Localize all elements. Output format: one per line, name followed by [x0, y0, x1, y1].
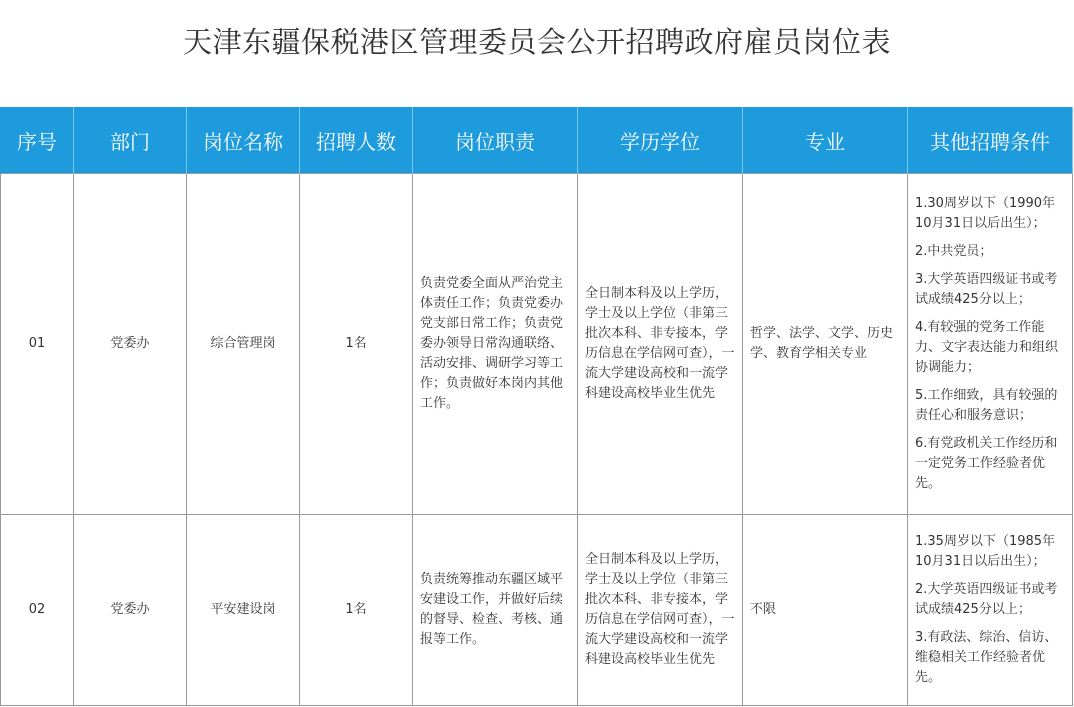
cell-department: 党委办	[74, 174, 187, 515]
condition-item: 6.有党政机关工作经历和一定党务工作经验者优先。	[915, 436, 1058, 491]
header-position-name: 岗位名称	[187, 107, 300, 174]
condition-item: 2.大学英语四级证书或考试成绩425分以上；	[915, 582, 1058, 617]
header-major: 专业	[743, 107, 908, 174]
condition-item: 4.有较强的党务工作能力、文字表达能力和组织协调能力；	[915, 320, 1059, 375]
conditions-list	[915, 194, 1065, 494]
header-department: 部门	[74, 107, 187, 174]
table-header-row	[1, 107, 1073, 174]
cell-position-name: 平安建设岗	[187, 515, 300, 706]
cell-other-conditions	[908, 174, 1073, 515]
cell-major: 不限	[743, 515, 908, 706]
header-other-conditions: 其他招聘条件	[908, 107, 1073, 174]
cell-major: 哲学、法学、文学、历史学、教育学相关专业	[743, 174, 908, 515]
header-education: 学历学位	[578, 107, 743, 174]
cell-headcount: 1名	[300, 174, 413, 515]
header-duties: 岗位职责	[413, 107, 578, 174]
cell-education: 全日制本科及以上学历，学士及以上学位（非第三批次本科、非专接本，学历信息在学信网可查），一流大学建设高校和一流学科建设高校毕业生优先	[578, 174, 743, 515]
recruitment-table	[0, 107, 1073, 706]
condition-item: 3.大学英语四级证书或考试成绩425分以上；	[915, 272, 1058, 307]
condition-item: 2.中共党员；	[915, 244, 993, 259]
table-row	[1, 515, 1073, 706]
cell-position-name: 综合管理岗	[187, 174, 300, 515]
cell-duties: 负责党委全面从严治党主体责任工作；负责党委办党支部日常工作；负责党委办领导日常沟通联络、活动安排、调研学习等工作；负责做好本岗内其他工作。	[413, 174, 578, 515]
condition-item: 5.工作细致，具有较强的责任心和服务意识；	[915, 388, 1058, 423]
cell-department: 党委办	[74, 515, 187, 706]
page-title: 天津东疆保税港区管理委员会公开招聘政府雇员岗位表	[182, 25, 891, 59]
header-serial: 序号	[1, 107, 74, 174]
condition-item: 1.30周岁以下（1990年10月31日以后出生）；	[915, 196, 1056, 231]
cell-education: 全日制本科及以上学历，学士及以上学位（非第三批次本科、非专接本，学历信息在学信网可查），一流大学建设高校和一流学科建设高校毕业生优先	[578, 515, 743, 706]
cell-serial: 01	[1, 174, 74, 515]
cell-other-conditions	[908, 515, 1073, 706]
cell-duties: 负责统筹推动东疆区域平安建设工作，并做好后续的督导、检查、考核、通报等工作。	[413, 515, 578, 706]
cell-serial: 02	[1, 515, 74, 706]
conditions-list	[915, 532, 1065, 688]
header-headcount: 招聘人数	[300, 107, 413, 174]
cell-headcount: 1名	[300, 515, 413, 706]
condition-item: 3.有政法、综治、信访、维稳相关工作经验者优先。	[915, 630, 1058, 685]
condition-item: 1.35周岁以下（1985年10月31日以后出生）；	[915, 534, 1056, 569]
table-row	[1, 174, 1073, 515]
